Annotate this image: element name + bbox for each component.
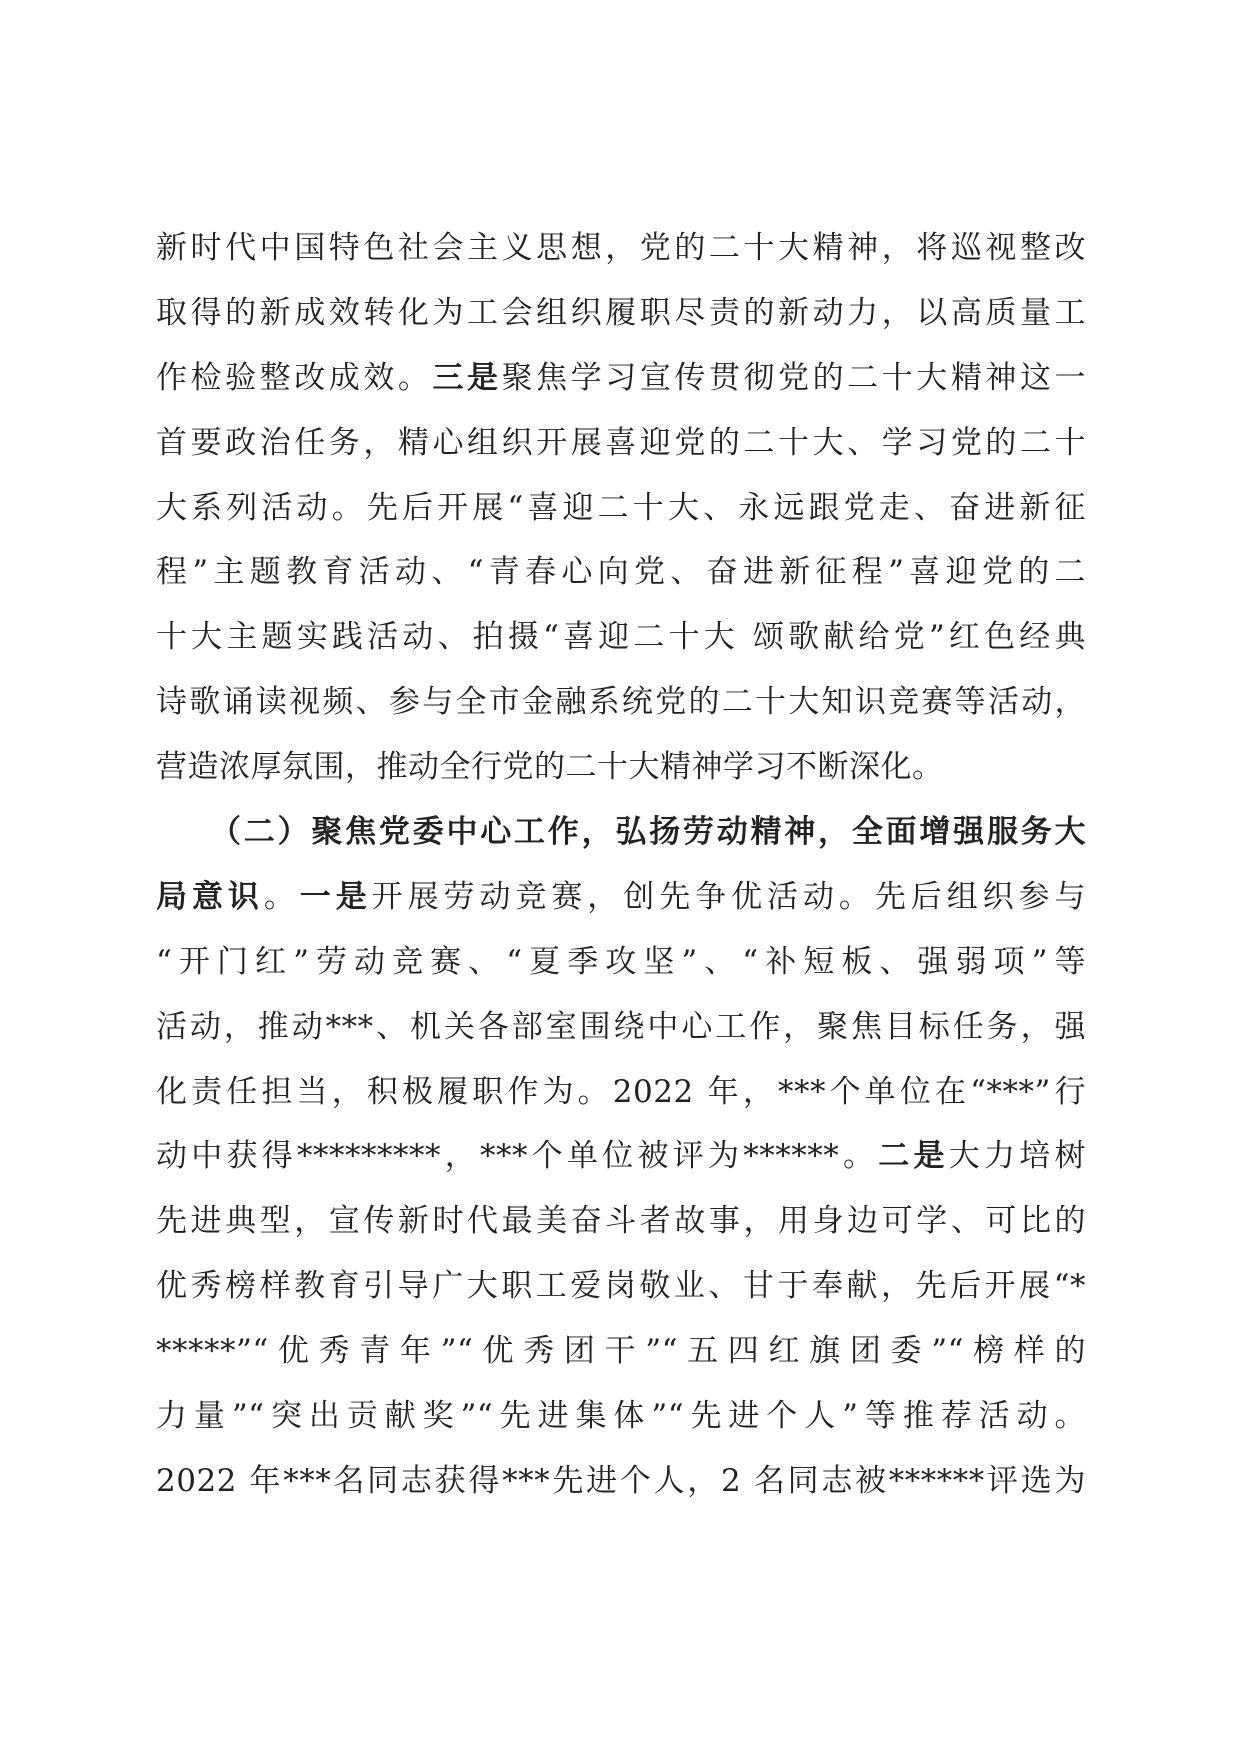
text-line: 取得的新成效转化为工会组织履职尽责的新动力，以高质量工: [156, 294, 1086, 331]
text-line: 优秀榜样教育引导广大职工爱岗敬业、甘于奉献，先后开展“*: [156, 1268, 1086, 1305]
text-line: 活动，推动***、机关各部室围绕中心工作，聚焦目标任务，强: [156, 1008, 1086, 1045]
section-heading: （二）聚焦党委中心工作，弘扬劳动精神，全面增强服务大: [210, 814, 1086, 851]
text-line: 先进典型，宣传新时代最美奋斗者故事，用身边可学、可比的: [156, 1203, 1086, 1240]
bold-marker: 三是: [432, 359, 502, 396]
bold-marker: 二是: [878, 1138, 949, 1175]
text-line: 诗歌诵读视频、参与全市金融系统党的二十大知识竞赛等活动，: [156, 684, 1086, 721]
section-heading-end: 局意识: [156, 878, 264, 915]
text-line: 新时代中国特色社会主义思想，党的二十大精神，将巡视整改: [156, 230, 1086, 266]
text-line: 局意识。一是开展劳动竞赛，创先争优活动。先后组织参与: [156, 878, 1087, 915]
text-line: 化责任担当，积极履职作为。2022 年，***个单位在“***”行: [156, 1073, 1086, 1110]
text-line: 大系列活动。先后开展“喜迎二十大、永远跟党走、奋进新征: [156, 489, 1086, 526]
text-line: 力量”“突出贡献奖”“先进集体”“先进个人”等推荐活动。: [156, 1398, 1086, 1435]
text-line: 作检验整改成效。三是聚焦学习宣传贯彻党的二十大精神这一: [156, 359, 1087, 396]
text-line: 程”主题教育活动、“青春心向党、奋进新征程”喜迎党的二: [156, 554, 1086, 591]
text-line: 2022 年***名同志获得***先进个人，2 名同志被******评选为: [156, 1462, 1086, 1499]
text-line: 动中获得*********，***个单位被评为******。二是大力培树: [156, 1138, 1086, 1175]
body-text: [156, 216, 1086, 1514]
text-line: *****”“优秀青年”“优秀团干”“五四红旗团委”“榜样的: [156, 1333, 1086, 1370]
text-line: 首要政治任务，精心组织开展喜迎党的二十大、学习党的二十: [156, 424, 1086, 461]
section-heading-line: [156, 800, 1086, 865]
text-line: “开门红”劳动竞赛、“夏季攻坚”、“补短板、强弱项”等: [156, 943, 1086, 980]
text-line: 营造浓厚氛围，推动全行党的二十大精神学习不断深化。: [156, 749, 944, 786]
bold-marker: 一是: [299, 878, 372, 915]
text-line: 十大主题实践活动、拍摄“喜迎二十大 颂歌献给党”红色经典: [156, 619, 1086, 656]
